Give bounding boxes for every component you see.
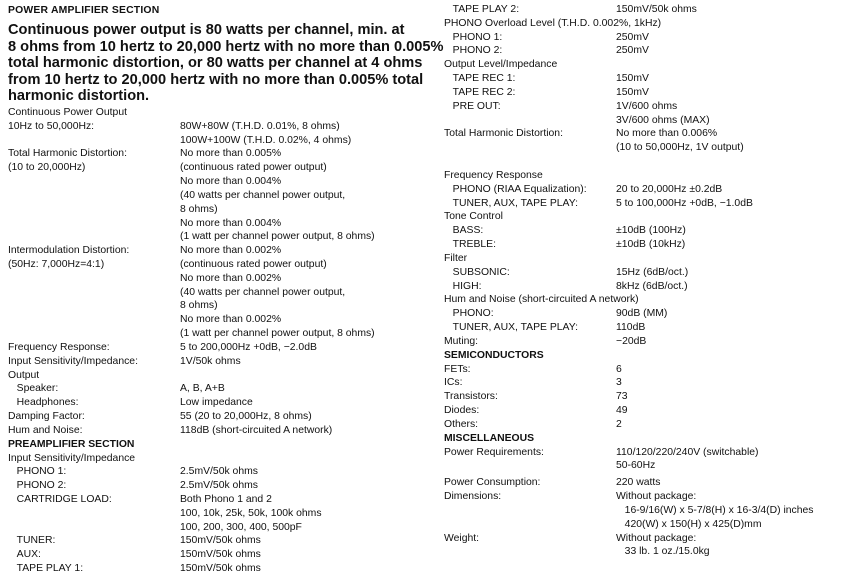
- spec-value: 118dB (short-circuited A network): [180, 424, 333, 436]
- spec-value: 55 (20 to 20,000Hz, 8 ohms): [180, 411, 312, 423]
- spec-value: 73: [616, 391, 628, 403]
- spec-value: No more than 0.002%: [180, 314, 282, 326]
- spec-value: 100W+100W (T.H.D. 0.02%, 4 ohms): [180, 134, 352, 146]
- spec-value: No more than 0.004%: [180, 176, 282, 188]
- spec-value: 2.5mV/50k ohms: [180, 466, 258, 478]
- spec-label: SUBSONIC:: [444, 266, 510, 278]
- spec-value: 15Hz (6dB/oct.): [616, 266, 689, 278]
- section-heading: MISCELLANEOUS: [444, 432, 535, 444]
- spec-value: 150mV/50k ohms: [180, 549, 261, 561]
- spec-value: 220 watts: [616, 477, 661, 489]
- spec-value: A, B, A+B: [180, 383, 225, 395]
- spec-label: TAPE PLAY 2:: [444, 4, 520, 15]
- spec-value: (continuous rated power output): [180, 259, 327, 271]
- spec-value: (continuous rated power output): [180, 162, 327, 174]
- spec-label: Continuous Power Output: [8, 107, 127, 118]
- spec-value: 100, 10k, 25k, 50k, 100k ohms: [180, 507, 322, 519]
- spec-value: 110/120/220/240V (switchable): [616, 446, 759, 458]
- power-statement-line: 8 ohms from 10 hertz to 20,000 hertz with no more than 0.005%: [8, 38, 444, 55]
- spec-value: No more than 0.006%: [616, 128, 718, 140]
- spec-label: Power Requirements:: [444, 446, 544, 458]
- spec-value: Without package:: [616, 532, 697, 544]
- spec-value: 1V/600 ohms: [616, 100, 678, 112]
- spec-label: Others:: [444, 418, 479, 430]
- spec-label: PRE OUT:: [444, 100, 501, 112]
- spec-label: Input Sensitivity/Impedance:: [8, 355, 138, 367]
- spec-label: AUX:: [8, 549, 41, 561]
- spec-value: No more than 0.002%: [180, 272, 282, 284]
- spec-value: 33 lb. 1 oz./15.0kg: [616, 546, 710, 558]
- spec-label: 10Hz to 50,000Hz:: [8, 120, 95, 132]
- spec-label: Intermodulation Distortion:: [8, 245, 130, 257]
- spec-value: (1 watt per channel power output, 8 ohms): [180, 328, 375, 340]
- spec-label: TAPE REC 1:: [444, 73, 516, 85]
- spec-label: ICs:: [444, 377, 463, 389]
- spec-value: 16-9/16(W) x 5-7/8(H) x 16-3/4(D) inches: [616, 504, 814, 516]
- spec-value: 2: [616, 418, 622, 430]
- spec-label: Total Harmonic Distortion:: [444, 128, 563, 140]
- spec-value: 1V/50k ohms: [180, 355, 241, 367]
- spec-value: (40 watts per channel power output,: [180, 189, 346, 201]
- spec-label: Output Level/Impedance: [444, 59, 558, 71]
- spec-label: Speaker:: [8, 383, 59, 395]
- spec-value: Low impedance: [180, 397, 253, 409]
- spec-label: Tone Control: [444, 211, 503, 223]
- spec-value: 5 to 100,000Hz +0dB, −1.0dB: [616, 197, 753, 209]
- spec-label: Damping Factor:: [8, 411, 85, 423]
- spec-label: Hum and Noise (short-circuited A network): [444, 294, 639, 306]
- spec-value: 150mV: [616, 73, 649, 85]
- spec-value: 3: [616, 377, 622, 389]
- spec-value: Both Phono 1 and 2: [180, 493, 272, 505]
- power-statement-line: Continuous power output is 80 watts per channel, min. at: [8, 22, 405, 38]
- spec-value: 20 to 20,000Hz ±0.2dB: [616, 183, 723, 195]
- power-statement-line: total harmonic distortion, or 80 watts per channel at 4 ohms: [8, 55, 423, 71]
- spec-value: 150mV: [616, 86, 649, 98]
- spec-value: 6: [616, 363, 622, 375]
- section-title: POWER AMPLIFIER SECTION: [8, 5, 160, 16]
- spec-value: (40 watts per channel power output,: [180, 286, 346, 298]
- spec-value: 150mV/50k ohms: [616, 4, 697, 15]
- spec-value: No more than 0.005%: [180, 148, 282, 160]
- spec-label: Weight:: [444, 532, 480, 544]
- spec-value: 110dB: [616, 322, 646, 334]
- spec-value: 90dB (MM): [616, 308, 668, 320]
- spec-label: BASS:: [444, 225, 484, 237]
- spec-label: Power Consumption:: [444, 477, 541, 489]
- spec-value: Without package:: [616, 491, 697, 503]
- spec-value: 2.5mV/50k ohms: [180, 480, 258, 492]
- spec-label: TAPE REC 2:: [444, 86, 516, 98]
- spec-label: Total Harmonic Distortion:: [8, 148, 127, 160]
- spec-value: ±10dB (10kHz): [616, 239, 686, 251]
- spec-value: (1 watt per channel power output, 8 ohms): [180, 231, 375, 243]
- spec-value: ±10dB (100Hz): [616, 225, 686, 237]
- spec-value: 50-60Hz: [616, 460, 656, 472]
- spec-label: PHONO 2:: [444, 45, 503, 57]
- spec-value: 5 to 200,000Hz +0dB, −2.0dB: [180, 341, 317, 353]
- spec-value: 100, 200, 300, 400, 500pF: [180, 521, 302, 533]
- spec-label: TUNER, AUX, TAPE PLAY:: [444, 322, 578, 334]
- spec-value: (10 to 50,000Hz, 1V output): [616, 142, 744, 154]
- spec-value: 3V/600 ohms (MAX): [616, 114, 710, 126]
- spec-label: TAPE PLAY 1:: [8, 563, 84, 575]
- spec-label: HIGH:: [444, 280, 482, 292]
- spec-label: Muting:: [444, 335, 479, 347]
- spec-label: Output: [8, 369, 40, 381]
- spec-value: 250mV: [616, 45, 649, 57]
- spec-value: 150mV/50k ohms: [180, 535, 261, 547]
- spec-label: PHONO Overload Level (T.H.D. 0.002%, 1kHz): [444, 17, 662, 29]
- spec-value: 250mV: [616, 31, 649, 43]
- power-statement-line: from 10 hertz to 20,000 hertz with no more than 0.005% total: [8, 71, 424, 88]
- spec-label: (50Hz: 7,000Hz=4:1): [8, 259, 105, 271]
- spec-value: 80W+80W (T.H.D. 0.01%, 8 ohms): [180, 120, 340, 132]
- spec-label: PHONO 2:: [8, 480, 67, 492]
- spec-value: 420(W) x 150(H) x 425(D)mm: [616, 518, 762, 530]
- spec-label: TUNER:: [8, 535, 56, 547]
- spec-value: −20dB: [616, 335, 647, 347]
- spec-label: FETs:: [444, 363, 471, 375]
- section-heading: PREAMPLIFIER SECTION: [8, 438, 135, 450]
- spec-label: Frequency Response: [444, 169, 543, 181]
- spec-value: 8 ohms): [180, 203, 218, 215]
- spec-label: TUNER, AUX, TAPE PLAY:: [444, 197, 578, 209]
- spec-label: Input Sensitivity/Impedance: [8, 452, 136, 464]
- section-heading: SEMICONDUCTORS: [444, 349, 544, 361]
- spec-label: Frequency Response:: [8, 341, 110, 353]
- spec-label: PHONO:: [444, 308, 494, 320]
- spec-value: 8kHz (6dB/oct.): [616, 280, 688, 292]
- spec-label: TREBLE:: [444, 239, 496, 251]
- spec-label: Hum and Noise:: [8, 424, 83, 436]
- spec-value: 150mV/50k ohms: [180, 563, 261, 575]
- spec-label: (10 to 20,000Hz): [8, 162, 86, 174]
- spec-label: PHONO (RIAA Equalization):: [444, 183, 587, 195]
- spec-value: No more than 0.002%: [180, 245, 282, 257]
- spec-label: Headphones:: [8, 397, 79, 409]
- power-statement-line: harmonic distortion.: [8, 88, 150, 104]
- spec-label: Dimensions:: [444, 491, 502, 503]
- spec-label: PHONO 1:: [8, 466, 67, 478]
- spec-value: 49: [616, 405, 628, 417]
- spec-label: Transistors:: [444, 391, 498, 403]
- spec-label: Diodes:: [444, 405, 480, 417]
- spec-label: PHONO 1:: [444, 31, 503, 43]
- spec-label: Filter: [444, 252, 468, 264]
- spec-value: No more than 0.004%: [180, 217, 282, 229]
- spec-label: CARTRIDGE LOAD:: [8, 493, 112, 505]
- spec-value: 8 ohms): [180, 300, 218, 312]
